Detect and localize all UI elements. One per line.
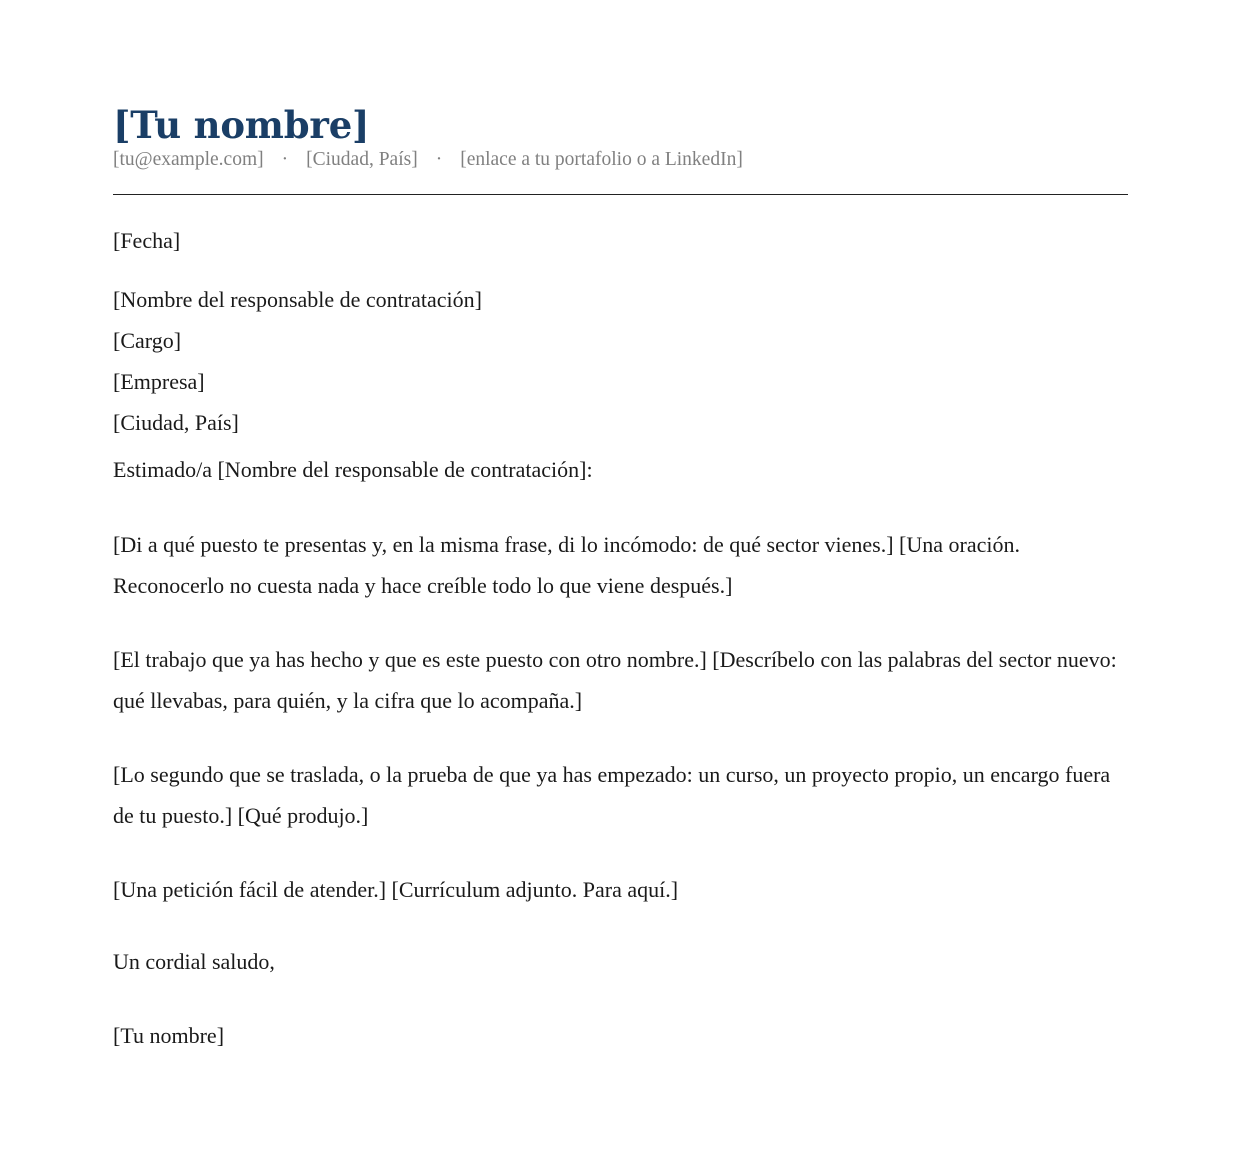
body-paragraph: [Lo segundo que se traslada, o la prueba de que ya has empezado: un curso, un proyecto propio, un encargo fuera de tu puesto.] [Qué produjo.] bbox=[113, 762, 1111, 828]
salutation: Estimado/a [Nombre del responsable de contratación]: bbox=[113, 457, 593, 482]
letter-date: [Fecha] bbox=[113, 228, 181, 253]
signature: [Tu nombre] bbox=[113, 1023, 225, 1048]
contact-email: [tu@example.com] bbox=[113, 149, 264, 170]
closing: Un cordial saludo, bbox=[113, 949, 275, 974]
cover-letter-page bbox=[113, 100, 1128, 1048]
contact-separator: · bbox=[435, 149, 443, 170]
body-paragraph: [Una petición fácil de atender.] [Currículum adjunto. Para aquí.] bbox=[113, 877, 679, 902]
recipient-title: [Cargo] bbox=[113, 328, 182, 353]
letter-body bbox=[113, 524, 1128, 943]
recipient-name: [Nombre del responsable de contratación] bbox=[113, 287, 482, 312]
applicant-name: [Tu nombre] bbox=[113, 103, 370, 147]
recipient-location: [Ciudad, País] bbox=[113, 410, 239, 435]
contact-line bbox=[113, 148, 1128, 172]
body-paragraph: [El trabajo que ya has hecho y que es este puesto con otro nombre.] [Descríbelo con las palabras del sector nuevo: qué llevabas, para quién, y la cifra que lo acompaña.] bbox=[113, 647, 1117, 713]
recipient-block bbox=[113, 279, 482, 443]
contact-separator: · bbox=[281, 149, 289, 170]
contact-location: [Ciudad, País] bbox=[306, 149, 418, 170]
recipient-company: [Empresa] bbox=[113, 369, 205, 394]
header-divider bbox=[113, 194, 1128, 195]
body-paragraph: [Di a qué puesto te presentas y, en la misma frase, di lo incómodo: de qué sector vienes.] [Una oración. Reconocerlo no cuesta nada y hace creíble todo lo que viene después.] bbox=[113, 532, 1021, 598]
contact-link: [enlace a tu portafolio o a LinkedIn] bbox=[460, 149, 743, 170]
